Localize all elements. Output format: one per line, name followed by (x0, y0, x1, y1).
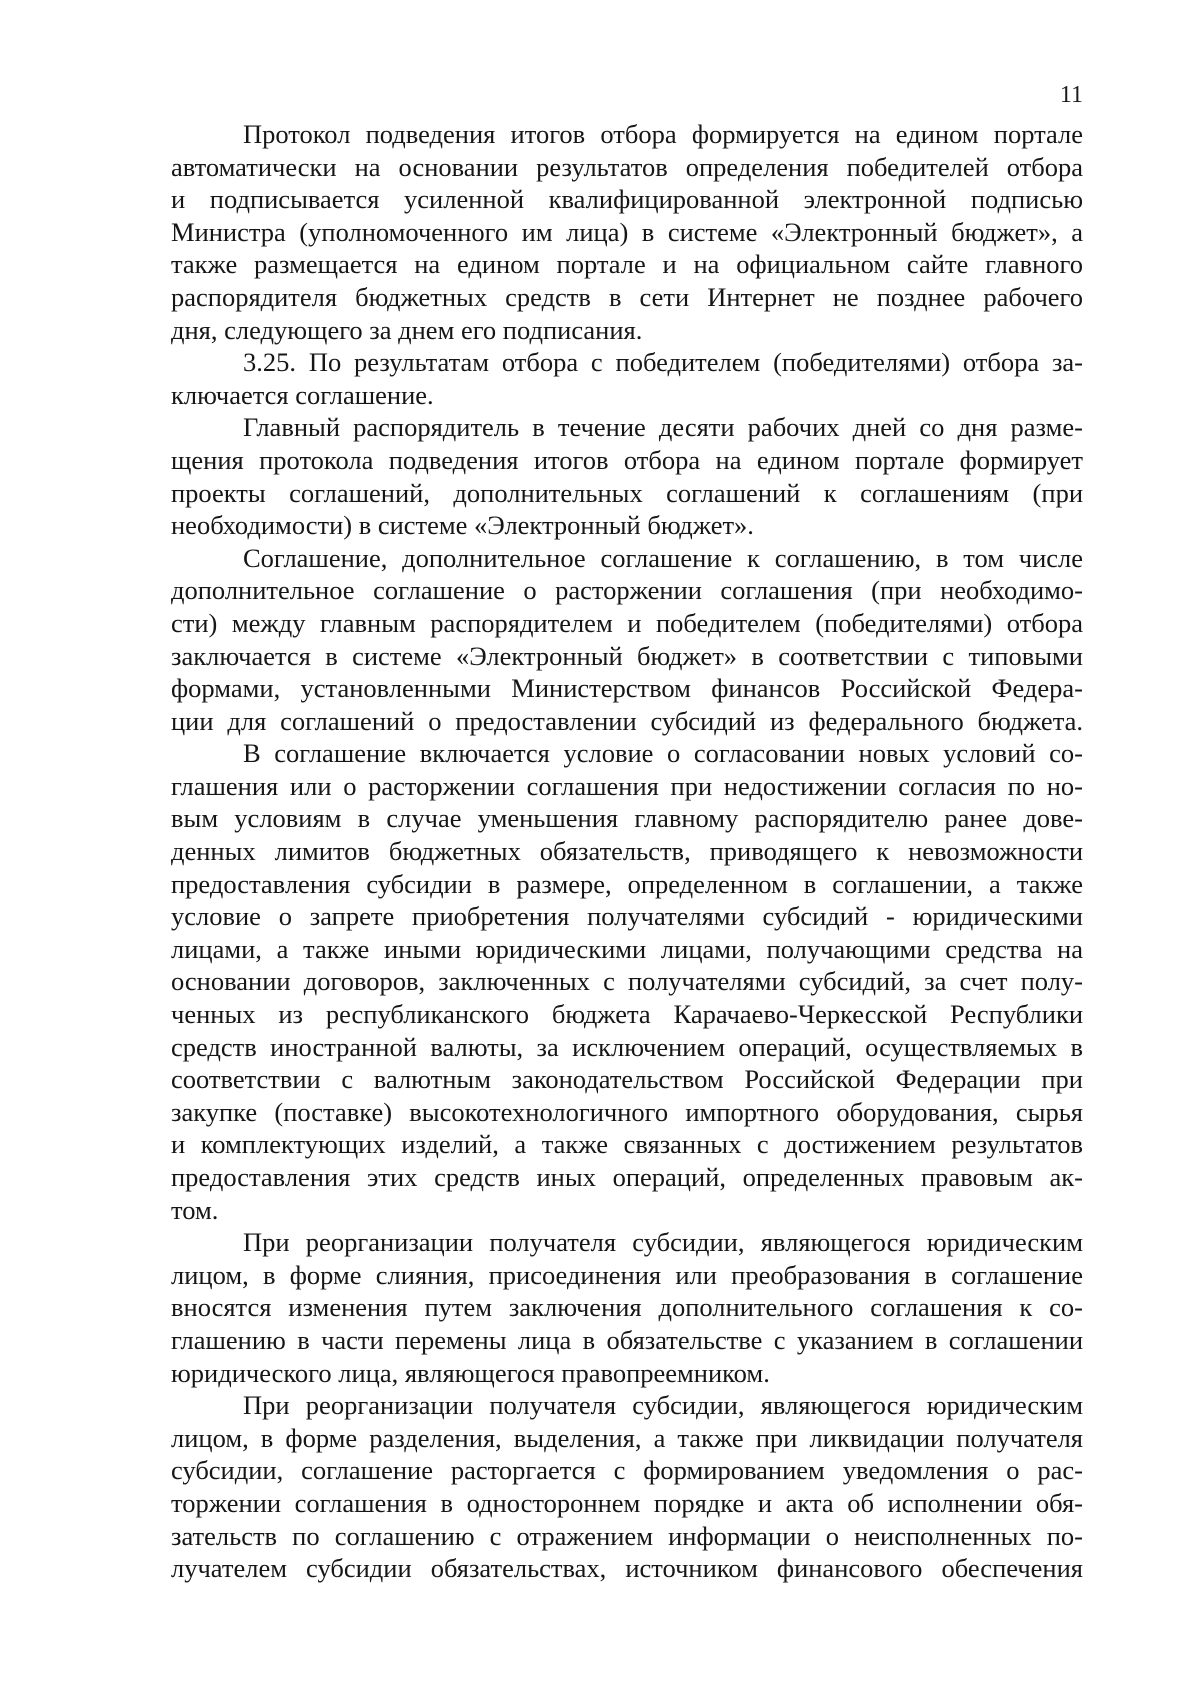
text-line: субсидии, соглашение расторгается с формированием уведомления о рас- (171, 1455, 1083, 1486)
text-line: проекты соглашений, дополнительных соглашений к соглашениям (при (171, 477, 1083, 508)
text-line: лицами, а также иными юридическими лицами, получающими средства на (171, 933, 1083, 964)
page-number: 11 (1059, 82, 1083, 108)
text-line: закупке (поставке) высокотехнологичного импортного оборудования, сырья (171, 1096, 1083, 1127)
text-line: При реорганизации получателя субсидии, являющегося юридическим (243, 1390, 1083, 1421)
paragraph (171, 542, 1083, 738)
text-line: сти) между главным распорядителем и победителем (победителями) отбора (171, 607, 1083, 638)
text-line: Соглашение, дополнительное соглашение к соглашению, в том числе (243, 542, 1083, 573)
text-line: и комплектующих изделий, а также связанных с достижением результатов (171, 1129, 1083, 1160)
text-line: Протокол подведения итогов отбора формируется на едином портале (243, 119, 1083, 149)
text-line: В соглашение включается условие о согласовании новых условий со- (243, 738, 1083, 769)
text-line: лучателем субсидии обязательствах, источником финансового обеспечения (171, 1553, 1083, 1584)
paragraph (171, 411, 1083, 541)
text-line: денных лимитов бюджетных обязательств, приводящего к невозможности (171, 836, 1083, 867)
document-body (171, 118, 1083, 1585)
text-line: лицом, в форме разделения, выделения, а также при ликвидации получателя (171, 1422, 1083, 1453)
text-line: Главный распорядитель в течение десяти рабочих дней со дня разме- (243, 412, 1083, 443)
text-line: также размещается на едином портале и на официальном сайте главного (171, 249, 1083, 280)
text-line: ции для соглашений о предоставлении субсидий из федерального бюджета. (171, 705, 1083, 736)
text-line: 3.25. По результатам отбора с победителем (победителями) отбора за- (243, 347, 1083, 378)
text-line: глашения или о расторжении соглашения при недостижении согласия по но- (171, 770, 1083, 801)
text-line: необходимости) в системе «Электронный бюджет». (171, 510, 754, 541)
text-line: лицом, в форме слияния, присоединения или преобразования в соглашение (171, 1259, 1083, 1290)
paragraph (171, 1389, 1083, 1585)
text-line: вым условиям в случае уменьшения главному распорядителю ранее дове- (171, 803, 1083, 834)
text-line: формами, установленными Министерством финансов Российской Федера- (171, 673, 1083, 704)
text-line: соответствии с валютным законодательством Российской Федерации при (171, 1064, 1083, 1095)
text-line: Министра (уполномоченного им лица) в системе «Электронный бюджет», а (171, 216, 1083, 247)
paragraph (171, 737, 1083, 1226)
text-line: зательств по соглашению с отражением информации о неисполненных по- (171, 1520, 1083, 1551)
text-line: предоставления субсидии в размере, определенном в соглашении, а также (171, 868, 1083, 899)
text-line: ченных из республиканского бюджета Карачаево-Черкесской Республики (171, 999, 1083, 1030)
text-line: условие о запрете приобретения получателями субсидий - юридическими (171, 901, 1083, 932)
text-line: При реорганизации получателя субсидии, являющегося юридическим (243, 1227, 1083, 1258)
paragraph (171, 346, 1083, 411)
text-line: и подписывается усиленной квалифицированной электронной подписью (171, 184, 1083, 215)
text-line: средств иностранной валюты, за исключением операций, осуществляемых в (171, 1031, 1083, 1062)
text-line: том. (171, 1194, 219, 1225)
text-line: основании договоров, заключенных с получателями субсидий, за счет полу- (171, 966, 1083, 997)
text-line: дня, следующего за днем его подписания. (171, 314, 643, 345)
text-line: предоставления этих средств иных операций, определенных правовым ак- (171, 1162, 1083, 1192)
text-line: юридического лица, являющегося правопреемником. (171, 1357, 770, 1388)
text-line: щения протокола подведения итогов отбора на едином портале формирует (171, 444, 1083, 475)
text-line: распорядителя бюджетных средств в сети Интернет не позднее рабочего (171, 281, 1083, 312)
text-line: заключается в системе «Электронный бюджет» в соответствии с типовыми (171, 640, 1083, 671)
text-line: ключается соглашение. (171, 379, 434, 410)
text-line: дополнительное соглашение о расторжении соглашения (при необходимо- (171, 575, 1083, 606)
paragraph (171, 118, 1083, 346)
paragraph (171, 1226, 1083, 1389)
text-line: автоматически на основании результатов определения победителей отбора (171, 151, 1083, 182)
text-line: торжении соглашения в одностороннем порядке и акта об исполнении обя- (171, 1487, 1083, 1518)
text-line: глашению в части перемены лица в обязательстве с указанием в соглашении (171, 1324, 1083, 1355)
text-line: вносятся изменения путем заключения дополнительного соглашения к со- (171, 1292, 1083, 1323)
